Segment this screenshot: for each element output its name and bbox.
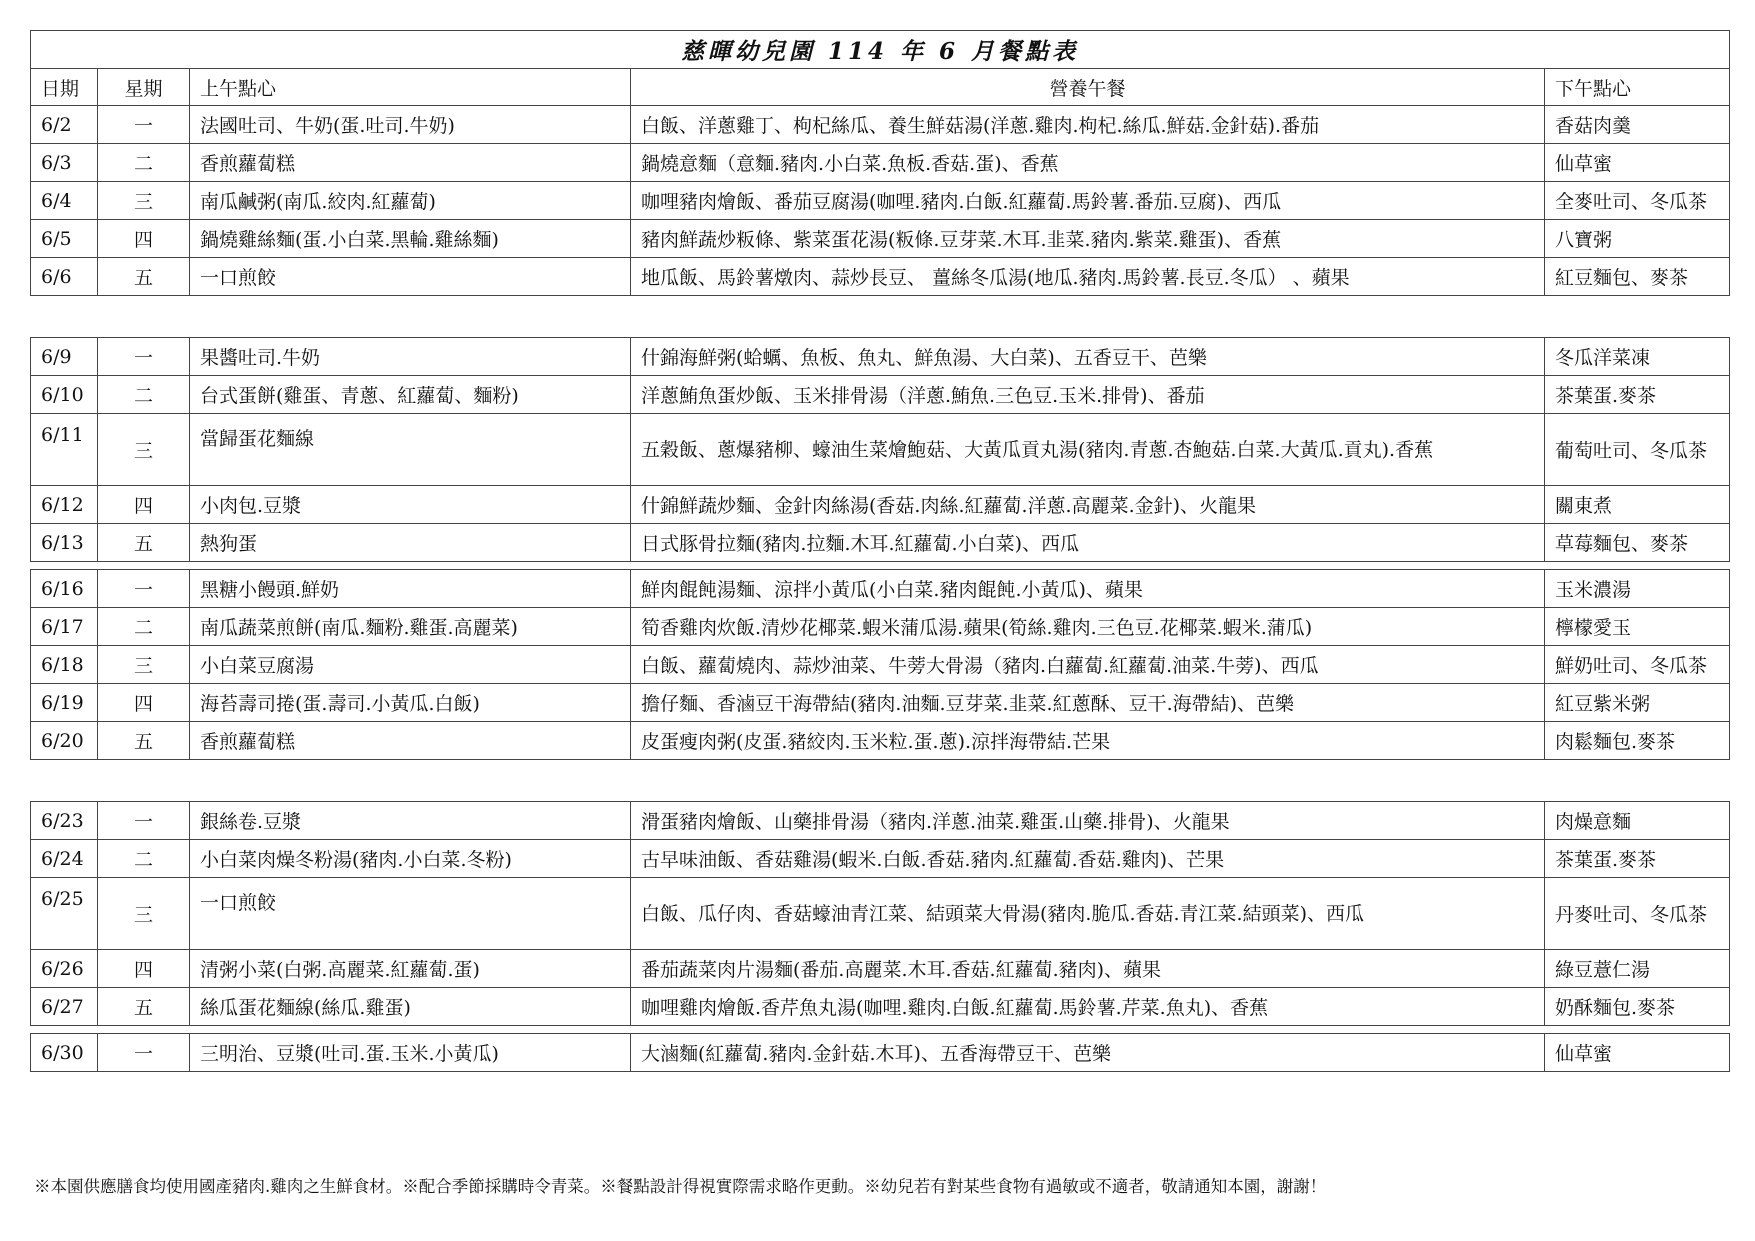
- afternoon-snack-cell: 冬瓜洋菜凍: [1545, 338, 1730, 376]
- afternoon-snack-cell: 奶酥麵包.麥茶: [1545, 988, 1730, 1026]
- morning-snack-cell: 法國吐司、牛奶(蛋.吐司.牛奶): [190, 106, 631, 144]
- weekday-cell: 四: [98, 220, 190, 258]
- menu-row: [31, 220, 1730, 258]
- morning-snack-cell: 台式蛋餅(雞蛋、青蔥、紅蘿蔔、麵粉): [190, 376, 631, 414]
- date-cell: 6/27: [31, 988, 98, 1026]
- lunch-cell: 皮蛋瘦肉粥(皮蛋.豬絞肉.玉米粒.蛋.蔥).涼拌海帶結.芒果: [631, 722, 1545, 760]
- weekday-cell: 四: [98, 486, 190, 524]
- date-cell: 6/17: [31, 608, 98, 646]
- morning-snack-cell: 小白菜豆腐湯: [190, 646, 631, 684]
- header-lunch: 營養午餐: [631, 69, 1545, 106]
- date-cell: 6/24: [31, 840, 98, 878]
- menu-row: [31, 570, 1730, 608]
- weekday-cell: 二: [98, 608, 190, 646]
- date-cell: 6/25: [31, 878, 98, 950]
- footer-note: ※本園供應膳食均使用國產豬肉.雞肉之生鮮食材。※配合季節採購時令青菜。※餐點設計得視實際需求略作更動。※幼兒若有對某些食物有過敏或不適者，敬請通知本園，謝謝！: [34, 1177, 1327, 1196]
- morning-snack-cell: 小肉包.豆漿: [190, 486, 631, 524]
- date-cell: 6/11: [31, 414, 98, 486]
- afternoon-snack-cell: 八寶粥: [1545, 220, 1730, 258]
- weekday-cell: 五: [98, 722, 190, 760]
- lunch-cell: 擔仔麵、香滷豆干海帶結(豬肉.油麵.豆芽菜.韭菜.紅蔥酥、豆干.海帶結)、芭樂: [631, 684, 1545, 722]
- lunch-cell: 鮮肉餛飩湯麵、涼拌小黃瓜(小白菜.豬肉餛飩.小黃瓜)、蘋果: [631, 570, 1545, 608]
- afternoon-snack-cell: 綠豆薏仁湯: [1545, 950, 1730, 988]
- morning-snack-cell: 清粥小菜(白粥.高麗菜.紅蘿蔔.蛋): [190, 950, 631, 988]
- weekday-cell: 三: [98, 182, 190, 220]
- morning-snack-cell: 一口煎餃: [190, 258, 631, 296]
- header-morning-snack: 上午點心: [190, 69, 631, 106]
- date-cell: 6/26: [31, 950, 98, 988]
- morning-snack-cell: 果醬吐司.牛奶: [190, 338, 631, 376]
- menu-row: [31, 338, 1730, 376]
- morning-snack-cell: 香煎蘿蔔糕: [190, 722, 631, 760]
- menu-header-table: [30, 30, 1730, 106]
- afternoon-snack-cell: 紅豆麵包、麥茶: [1545, 258, 1730, 296]
- morning-snack-cell: 鍋燒雞絲麵(蛋.小白菜.黑輪.雞絲麵): [190, 220, 631, 258]
- afternoon-snack-cell: 茶葉蛋.麥茶: [1545, 376, 1730, 414]
- menu-row: [31, 950, 1730, 988]
- morning-snack-cell: 當歸蛋花麵線: [190, 414, 631, 486]
- lunch-cell: 什錦海鮮粥(蛤蠣、魚板、魚丸、鮮魚湯、大白菜)、五香豆干、芭樂: [631, 338, 1545, 376]
- lunch-cell: 洋蔥鮪魚蛋炒飯、玉米排骨湯（洋蔥.鮪魚.三色豆.玉米.排骨)、番茄: [631, 376, 1545, 414]
- date-cell: 6/19: [31, 684, 98, 722]
- menu-row: [31, 684, 1730, 722]
- menu-row: [31, 646, 1730, 684]
- menu-row: [31, 144, 1730, 182]
- weekday-cell: 五: [98, 258, 190, 296]
- afternoon-snack-cell: 鮮奶吐司、冬瓜茶: [1545, 646, 1730, 684]
- menu-row: [31, 414, 1730, 486]
- lunch-cell: 白飯、蘿蔔燒肉、蒜炒油菜、牛蒡大骨湯（豬肉.白蘿蔔.紅蘿蔔.油菜.牛蒡)、西瓜: [631, 646, 1545, 684]
- afternoon-snack-cell: 全麥吐司、冬瓜茶: [1545, 182, 1730, 220]
- weekday-cell: 五: [98, 988, 190, 1026]
- lunch-cell: 地瓜飯、馬鈴薯燉肉、蒜炒長豆、 薑絲冬瓜湯(地瓜.豬肉.馬鈴薯.長豆.冬瓜） 、蘋果: [631, 258, 1545, 296]
- afternoon-snack-cell: 檸檬愛玉: [1545, 608, 1730, 646]
- date-cell: 6/16: [31, 570, 98, 608]
- menu-row: [31, 376, 1730, 414]
- afternoon-snack-cell: 丹麥吐司、冬瓜茶: [1545, 878, 1730, 950]
- morning-snack-cell: 絲瓜蛋花麵線(絲瓜.雞蛋): [190, 988, 631, 1026]
- date-cell: 6/30: [31, 1034, 98, 1072]
- menu-row: [31, 988, 1730, 1026]
- weekday-cell: 三: [98, 414, 190, 486]
- afternoon-snack-cell: 肉鬆麵包.麥茶: [1545, 722, 1730, 760]
- menu-row: [31, 722, 1730, 760]
- morning-snack-cell: 一口煎餃: [190, 878, 631, 950]
- week-table: [30, 569, 1730, 760]
- morning-snack-cell: 銀絲卷.豆漿: [190, 802, 631, 840]
- weekday-cell: 三: [98, 646, 190, 684]
- morning-snack-cell: 南瓜蔬菜煎餅(南瓜.麵粉.雞蛋.高麗菜): [190, 608, 631, 646]
- morning-snack-cell: 小白菜肉燥冬粉湯(豬肉.小白菜.冬粉): [190, 840, 631, 878]
- weekday-cell: 四: [98, 684, 190, 722]
- menu-row: [31, 182, 1730, 220]
- date-cell: 6/12: [31, 486, 98, 524]
- weekday-cell: 四: [98, 950, 190, 988]
- weekday-cell: 一: [98, 570, 190, 608]
- lunch-cell: 五穀飯、蔥爆豬柳、蠔油生菜燴鮑菇、大黃瓜貢丸湯(豬肉.青蔥.杏鮑菇.白菜.大黃瓜.貢丸).香蕉: [631, 414, 1545, 486]
- weekday-cell: 三: [98, 878, 190, 950]
- menu-row: [31, 802, 1730, 840]
- weekday-cell: 一: [98, 1034, 190, 1072]
- lunch-cell: 日式豚骨拉麵(豬肉.拉麵.木耳.紅蘿蔔.小白菜)、西瓜: [631, 524, 1545, 562]
- menu-row: [31, 1034, 1730, 1072]
- morning-snack-cell: 海苔壽司捲(蛋.壽司.小黃瓜.白飯): [190, 684, 631, 722]
- morning-snack-cell: 三明治、豆漿(吐司.蛋.玉米.小黃瓜): [190, 1034, 631, 1072]
- weekday-cell: 一: [98, 338, 190, 376]
- date-cell: 6/18: [31, 646, 98, 684]
- header-weekday: 星期: [98, 69, 190, 106]
- date-cell: 6/2: [31, 106, 98, 144]
- menu-row: [31, 878, 1730, 950]
- menu-row: [31, 608, 1730, 646]
- date-cell: 6/5: [31, 220, 98, 258]
- menu-row: [31, 106, 1730, 144]
- date-cell: 6/6: [31, 258, 98, 296]
- weekday-cell: 五: [98, 524, 190, 562]
- lunch-cell: 咖哩豬肉燴飯、番茄豆腐湯(咖哩.豬肉.白飯.紅蘿蔔.馬鈴薯.番茄.豆腐)、西瓜: [631, 182, 1545, 220]
- menu-row: [31, 486, 1730, 524]
- date-cell: 6/10: [31, 376, 98, 414]
- morning-snack-cell: 香煎蘿蔔糕: [190, 144, 631, 182]
- date-cell: 6/23: [31, 802, 98, 840]
- header-date: 日期: [31, 69, 98, 106]
- lunch-cell: 咖哩雞肉燴飯.香芹魚丸湯(咖哩.雞肉.白飯.紅蘿蔔.馬鈴薯.芹菜.魚丸)、香蕉: [631, 988, 1545, 1026]
- afternoon-snack-cell: 香菇肉羹: [1545, 106, 1730, 144]
- menu-row: [31, 840, 1730, 878]
- lunch-cell: 白飯、洋蔥雞丁、枸杞絲瓜、養生鮮菇湯(洋蔥.雞肉.枸杞.絲瓜.鮮菇.金針菇).番茄: [631, 106, 1545, 144]
- weekday-cell: 二: [98, 376, 190, 414]
- afternoon-snack-cell: 草莓麵包、麥茶: [1545, 524, 1730, 562]
- week-table: [30, 1033, 1730, 1072]
- date-cell: 6/4: [31, 182, 98, 220]
- afternoon-snack-cell: 仙草蜜: [1545, 144, 1730, 182]
- afternoon-snack-cell: 關東煮: [1545, 486, 1730, 524]
- week-table: [30, 801, 1730, 1026]
- date-cell: 6/13: [31, 524, 98, 562]
- afternoon-snack-cell: 茶葉蛋.麥茶: [1545, 840, 1730, 878]
- week-table: [30, 105, 1730, 296]
- header-afternoon-snack: 下午點心: [1545, 69, 1730, 106]
- lunch-cell: 大滷麵(紅蘿蔔.豬肉.金針菇.木耳)、五香海帶豆干、芭樂: [631, 1034, 1545, 1072]
- afternoon-snack-cell: 紅豆紫米粥: [1545, 684, 1730, 722]
- morning-snack-cell: 南瓜鹹粥(南瓜.絞肉.紅蘿蔔): [190, 182, 631, 220]
- date-cell: 6/20: [31, 722, 98, 760]
- afternoon-snack-cell: 玉米濃湯: [1545, 570, 1730, 608]
- morning-snack-cell: 熱狗蛋: [190, 524, 631, 562]
- weekday-cell: 二: [98, 144, 190, 182]
- weekday-cell: 一: [98, 802, 190, 840]
- weekday-cell: 一: [98, 106, 190, 144]
- date-cell: 6/9: [31, 338, 98, 376]
- afternoon-snack-cell: 仙草蜜: [1545, 1034, 1730, 1072]
- lunch-cell: 筍香雞肉炊飯.清炒花椰菜.蝦米蒲瓜湯.蘋果(筍絲.雞肉.三色豆.花椰菜.蝦米.蒲瓜): [631, 608, 1545, 646]
- menu-row: [31, 258, 1730, 296]
- morning-snack-cell: 黑糖小饅頭.鮮奶: [190, 570, 631, 608]
- lunch-cell: 鍋燒意麵（意麵.豬肉.小白菜.魚板.香菇.蛋)、香蕉: [631, 144, 1545, 182]
- afternoon-snack-cell: 葡萄吐司、冬瓜茶: [1545, 414, 1730, 486]
- weekday-cell: 二: [98, 840, 190, 878]
- lunch-cell: 滑蛋豬肉燴飯、山藥排骨湯（豬肉.洋蔥.油菜.雞蛋.山藥.排骨)、火龍果: [631, 802, 1545, 840]
- menu-row: [31, 524, 1730, 562]
- lunch-cell: 豬肉鮮蔬炒粄條、紫菜蛋花湯(粄條.豆芽菜.木耳.韭菜.豬肉.紫菜.雞蛋)、香蕉: [631, 220, 1545, 258]
- week-table: [30, 337, 1730, 562]
- lunch-cell: 什錦鮮蔬炒麵、金針肉絲湯(香菇.肉絲.紅蘿蔔.洋蔥.高麗菜.金針)、火龍果: [631, 486, 1545, 524]
- lunch-cell: 古早味油飯、香菇雞湯(蝦米.白飯.香菇.豬肉.紅蘿蔔.香菇.雞肉)、芒果: [631, 840, 1545, 878]
- lunch-cell: 番茄蔬菜肉片湯麵(番茄.高麗菜.木耳.香菇.紅蘿蔔.豬肉)、蘋果: [631, 950, 1545, 988]
- afternoon-snack-cell: 肉燥意麵: [1545, 802, 1730, 840]
- lunch-cell: 白飯、瓜仔肉、香菇蠔油青江菜、結頭菜大骨湯(豬肉.脆瓜.香菇.青江菜.結頭菜)、西瓜: [631, 878, 1545, 950]
- page-title: 慈暉幼兒園 114 年 6 月餐點表: [31, 31, 1730, 69]
- date-cell: 6/3: [31, 144, 98, 182]
